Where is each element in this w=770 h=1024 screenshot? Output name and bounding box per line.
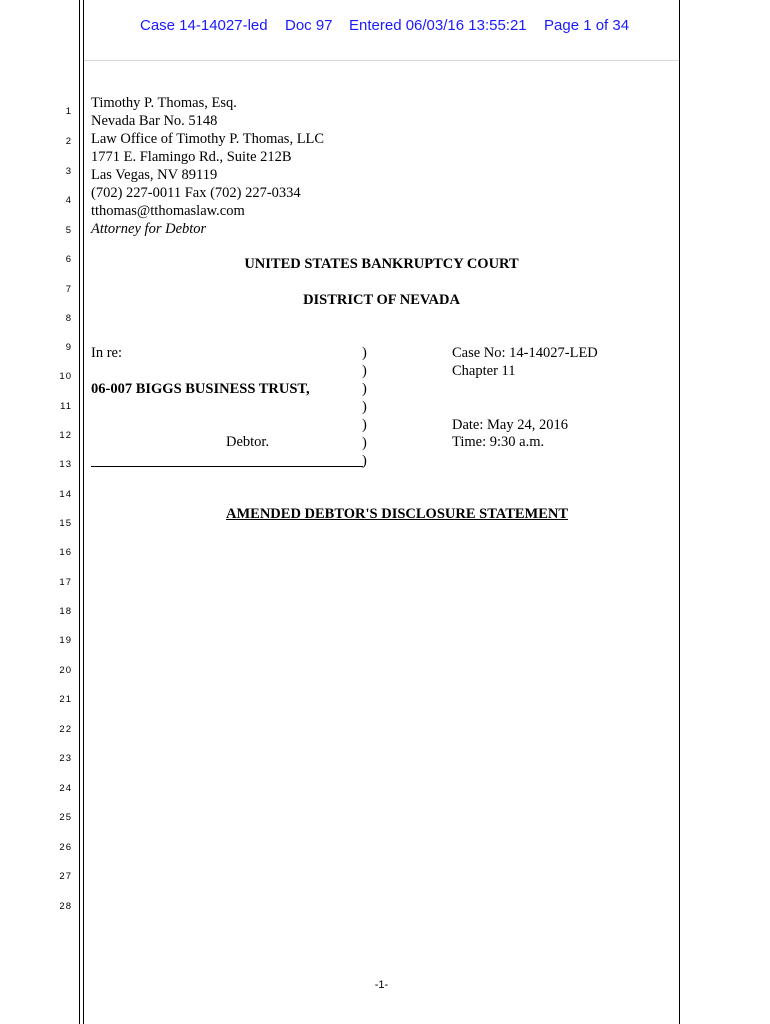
attorney-firm: Law Office of Timothy P. Thomas, LLC — [91, 131, 325, 147]
entered-stamp: Entered 06/03/16 13:55:21 — [349, 17, 527, 34]
hearing-time: Time: 9:30 a.m. — [452, 434, 545, 450]
line-number: 5 — [65, 225, 72, 236]
attorney-email: tthomas@tthomaslaw.com — [91, 203, 245, 219]
case-number: Case No: 14-14027-LED — [452, 345, 598, 361]
attorney-city: Las Vegas, NV 89119 — [91, 167, 218, 183]
line-number: 9 — [65, 342, 72, 353]
line-number: 28 — [59, 901, 72, 912]
right-margin-rule — [679, 0, 680, 1024]
line-number: 17 — [59, 577, 72, 588]
debtor-label: Debtor. — [226, 434, 270, 450]
page-number: -1- — [374, 979, 389, 991]
document-title: AMENDED DEBTOR'S DISCLOSURE STATEMENT — [226, 506, 569, 522]
line-number: 25 — [59, 812, 72, 823]
line-number: 10 — [59, 371, 72, 382]
line-number: 2 — [65, 136, 72, 147]
attorney-bar-number: Nevada Bar No. 5148 — [91, 113, 218, 129]
attorney-street: 1771 E. Flamingo Rd., Suite 212B — [91, 149, 292, 165]
doc-stamp: Doc 97 — [285, 17, 333, 34]
attorney-name: Timothy P. Thomas, Esq. — [91, 95, 237, 111]
line-number: 24 — [59, 783, 72, 794]
line-number: 19 — [59, 635, 72, 646]
line-number: 26 — [59, 842, 72, 853]
caption-paren: ) — [362, 345, 367, 361]
line-number: 15 — [59, 518, 72, 529]
caption-paren: ) — [362, 453, 367, 469]
line-number: 4 — [65, 195, 72, 206]
caption-paren: ) — [362, 399, 367, 415]
left-margin-rule-outer — [79, 0, 80, 1024]
court-district: DISTRICT OF NEVADA — [303, 292, 460, 308]
caption-paren: ) — [362, 381, 367, 397]
line-number: 3 — [65, 166, 72, 177]
left-margin-rule-inner — [83, 0, 84, 1024]
line-number: 8 — [65, 313, 72, 324]
hearing-date: Date: May 24, 2016 — [452, 417, 568, 433]
line-number: 1 — [65, 106, 72, 117]
caption-paren: ) — [362, 363, 367, 379]
caption-paren: ) — [362, 435, 367, 451]
line-number: 16 — [59, 547, 72, 558]
page-stamp: Page 1 of 34 — [544, 17, 630, 34]
line-number: 27 — [59, 871, 72, 882]
attorney-role: Attorney for Debtor — [91, 221, 207, 237]
debtor-name: 06-007 BIGGS BUSINESS TRUST, — [91, 381, 310, 397]
line-number: 20 — [59, 665, 72, 676]
header-separator — [84, 60, 679, 61]
line-number: 14 — [59, 489, 72, 500]
caption-underline — [91, 466, 363, 467]
caption-paren: ) — [362, 417, 367, 433]
line-number: 18 — [59, 606, 72, 617]
line-number: 12 — [59, 430, 72, 441]
line-number: 21 — [59, 694, 72, 705]
line-number: 23 — [59, 753, 72, 764]
line-number: 13 — [59, 459, 72, 470]
attorney-phone: (702) 227-0011 Fax (702) 227-0334 — [91, 185, 301, 201]
chapter: Chapter 11 — [452, 363, 516, 379]
case-stamp: Case 14-14027-led — [140, 17, 268, 34]
line-number: 11 — [60, 401, 72, 412]
in-re-label: In re: — [91, 345, 122, 361]
line-number: 6 — [65, 254, 72, 265]
court-name: UNITED STATES BANKRUPTCY COURT — [244, 256, 519, 272]
line-number: 22 — [59, 724, 72, 735]
line-number: 7 — [65, 284, 72, 295]
